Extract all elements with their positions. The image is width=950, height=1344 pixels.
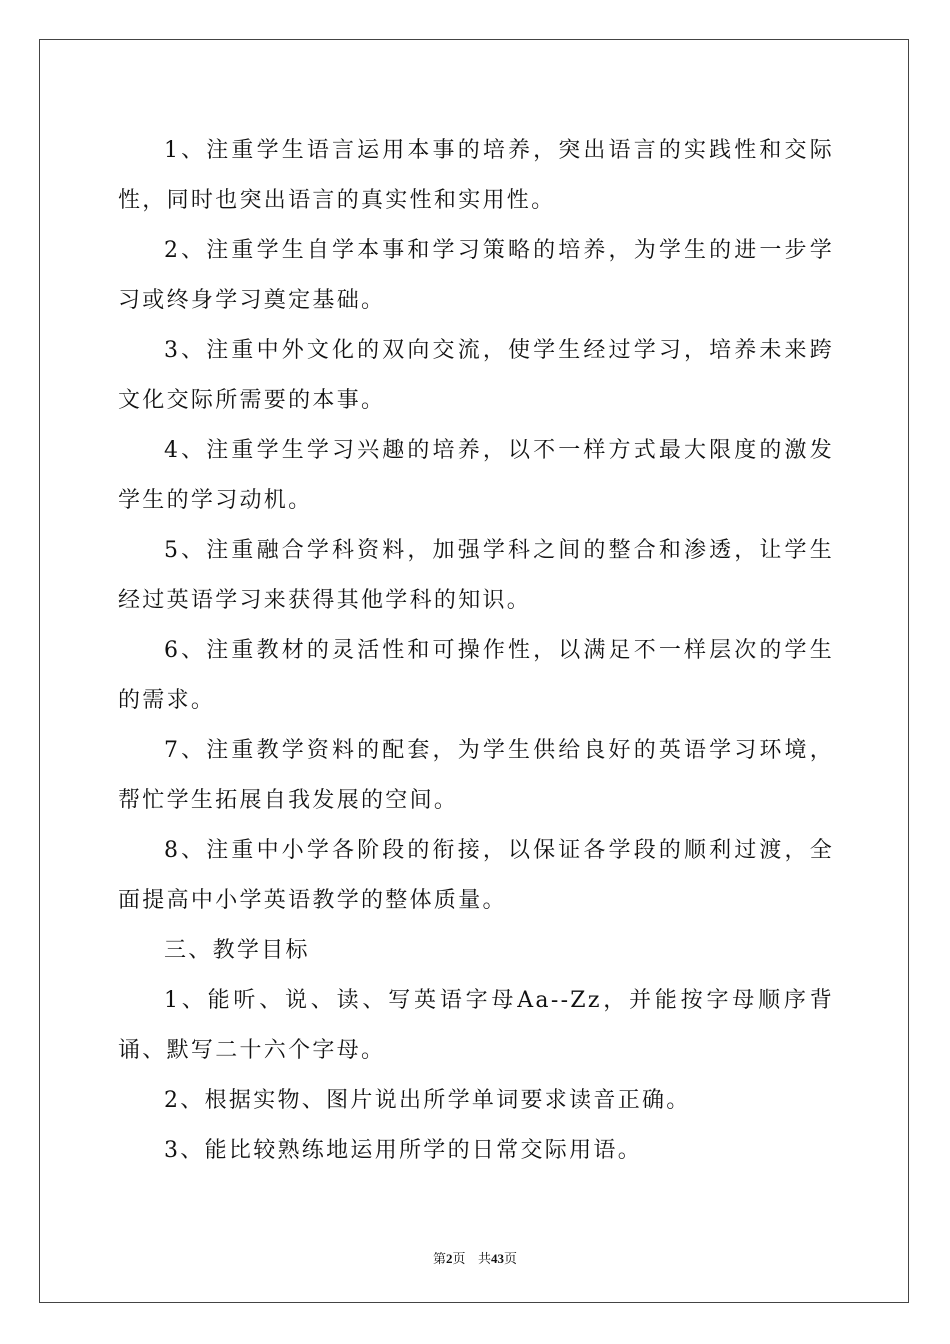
paragraph-4: 4、注重学生学习兴趣的培养，以不一样方式最大限度的激发学生的学习动机。 <box>118 438 834 513</box>
paragraph-7: 7、注重教学资料的配套，为学生供给良好的英语学习环境，帮忙学生拓展自我发展的空间。 <box>118 738 834 813</box>
footer-page-suffix: 页 <box>452 1252 466 1267</box>
paragraph-5: 5、注重融合学科资料，加强学科之间的整合和渗透，让学生经过英语学习来获得其他学科的知识。 <box>118 538 834 613</box>
footer-total-prefix: 共 <box>477 1252 491 1267</box>
footer-prefix: 第 <box>433 1252 447 1267</box>
page-footer <box>0 1248 950 1267</box>
goal-1: 1、能听、说、读、写英语字母Aa--Zz，并能按字母顺序背诵、默写二十六个字母。 <box>118 988 834 1063</box>
footer-page-number: 2 <box>446 1251 453 1266</box>
goal-3: 3、能比较熟练地运用所学的日常交际用语。 <box>164 1138 642 1163</box>
goal-2: 2、根据实物、图片说出所学单词要求读音正确。 <box>164 1088 691 1113</box>
section-heading: 三、教学目标 <box>164 938 310 963</box>
document-body <box>118 126 834 1176</box>
paragraph-6: 6、注重教材的灵活性和可操作性，以满足不一样层次的学生的需求。 <box>118 638 834 713</box>
footer-total-suffix: 页 <box>503 1252 517 1267</box>
footer-total-pages: 43 <box>490 1251 504 1266</box>
paragraph-8: 8、注重中小学各阶段的衔接，以保证各学段的顺利过渡，全面提高中小学英语教学的整体质量。 <box>118 838 834 913</box>
paragraph-3: 3、注重中外文化的双向交流，使学生经过学习，培养未来跨文化交际所需要的本事。 <box>118 338 834 413</box>
paragraph-2: 2、注重学生自学本事和学习策略的培养，为学生的进一步学习或终身学习奠定基础。 <box>118 238 834 313</box>
paragraph-1: 1、注重学生语言运用本事的培养，突出语言的实践性和交际性，同时也突出语言的真实性和实用性。 <box>118 138 834 213</box>
